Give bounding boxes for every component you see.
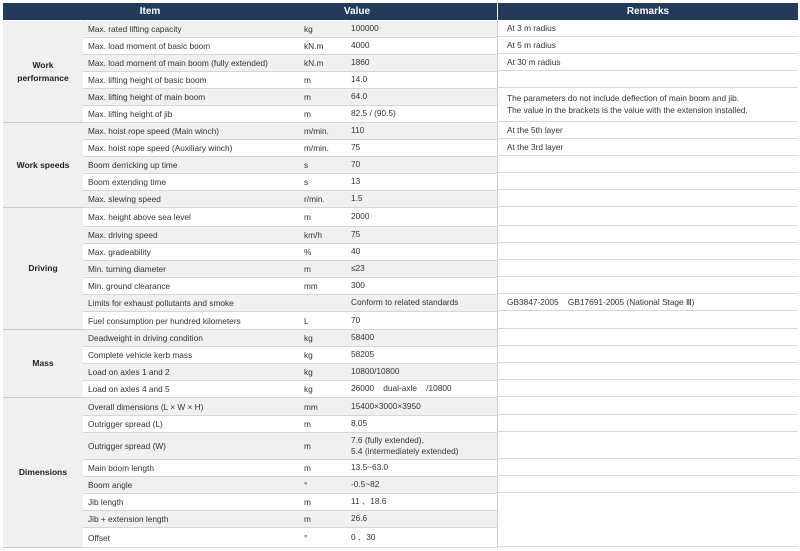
row-unit: km/h bbox=[304, 230, 322, 240]
row-value: 26000 dual-axle /10800 bbox=[351, 383, 452, 394]
row-name: Max. hoist rope speed (Auxiliary winch) bbox=[88, 143, 233, 153]
row-name: Min. turning diameter bbox=[88, 264, 166, 274]
row-value: ≤23 bbox=[351, 263, 365, 274]
row-unit: kg bbox=[304, 350, 313, 360]
remark-cell bbox=[498, 72, 798, 88]
table-row bbox=[83, 416, 497, 433]
table-row bbox=[83, 477, 497, 494]
remark-cell bbox=[498, 244, 798, 260]
table-row bbox=[83, 72, 497, 89]
table-row bbox=[83, 191, 497, 208]
row-name: Boom derricking up time bbox=[88, 160, 178, 170]
row-name: Max. driving speed bbox=[88, 230, 158, 240]
remark-cell bbox=[498, 191, 798, 207]
remark-cell: The parameters do not include deflection of main boom and jib. The value in the brackets is the value with the extension installed. bbox=[498, 89, 798, 122]
row-name: Jib + extension length bbox=[88, 514, 169, 524]
row-unit: s bbox=[304, 177, 309, 187]
row-name: Max. load moment of basic boom bbox=[88, 41, 211, 51]
category-label: Driving bbox=[28, 263, 58, 274]
row-value: 300 bbox=[351, 280, 365, 291]
row-unit: kg bbox=[304, 333, 313, 343]
table-row bbox=[83, 55, 497, 72]
row-unit: m bbox=[304, 92, 311, 102]
row-value: 1860 bbox=[351, 57, 370, 68]
remark-cell bbox=[498, 278, 798, 294]
row-unit: m bbox=[304, 441, 311, 451]
row-value: 40 bbox=[351, 246, 361, 257]
table-row bbox=[83, 295, 497, 312]
category-cell bbox=[3, 208, 83, 330]
row-value: 14.0 bbox=[351, 74, 368, 85]
row-value: 0 、30 bbox=[351, 531, 376, 542]
row-unit bbox=[304, 295, 344, 311]
header-value: Value bbox=[217, 3, 497, 20]
remark-cell bbox=[498, 381, 798, 397]
row-name: Max. lifting height of main boom bbox=[88, 92, 206, 102]
row-unit: m bbox=[304, 212, 311, 222]
table-row bbox=[83, 460, 497, 477]
header-remarks: Remarks bbox=[498, 3, 798, 20]
row-value: 13.5~63.0 bbox=[351, 462, 389, 473]
row-value: 4000 bbox=[351, 40, 370, 51]
row-unit: m bbox=[304, 264, 311, 274]
row-name: Load on axles 4 and 5 bbox=[88, 384, 170, 394]
row-value: 70 bbox=[351, 314, 361, 325]
row-name: Boom extending time bbox=[88, 177, 166, 187]
remark-cell bbox=[498, 157, 798, 173]
header-item: Item bbox=[83, 3, 217, 20]
row-name: Max. lifting height of jib bbox=[88, 109, 173, 119]
category-label: Work speeds bbox=[16, 159, 70, 170]
row-unit: kg bbox=[304, 367, 313, 377]
remark-cell: At the 3rd layer bbox=[498, 140, 798, 156]
table-row bbox=[83, 106, 497, 123]
remark-cell bbox=[498, 494, 798, 547]
header-spacer bbox=[3, 3, 83, 20]
row-value: 15400×3000×3950 bbox=[351, 400, 421, 411]
table-row bbox=[83, 511, 497, 528]
row-unit: mm bbox=[304, 281, 318, 291]
row-name: Complete vehicle kerb mass bbox=[88, 350, 193, 360]
row-value: 8.05 bbox=[351, 418, 368, 429]
row-value: 7.6 (fully extended), 5.4 (intermediately extended) bbox=[351, 434, 459, 456]
row-name: Max. height above sea level bbox=[88, 212, 191, 222]
row-name: Boom angle bbox=[88, 480, 133, 490]
row-name: Max. load moment of main boom (fully extended) bbox=[88, 58, 268, 68]
table-row bbox=[83, 347, 497, 364]
category-label: Dimensions bbox=[18, 467, 68, 478]
row-unit: ° bbox=[304, 532, 308, 543]
remark-cell: GB3847-2005 GB17691-2005 (National Stage Ⅲ) bbox=[498, 295, 798, 311]
table-row bbox=[83, 433, 497, 460]
remark-cell: At the 5th layer bbox=[498, 123, 798, 139]
row-value: 75 bbox=[351, 142, 361, 153]
category-cell bbox=[3, 398, 83, 548]
remark-cell: At 5 m radius bbox=[498, 38, 798, 54]
row-unit: m bbox=[304, 109, 311, 119]
row-unit: mm bbox=[304, 401, 318, 412]
category-cell bbox=[3, 123, 83, 208]
row-name: Max. slewing speed bbox=[88, 194, 161, 204]
table-row bbox=[83, 123, 497, 140]
table-row bbox=[83, 140, 497, 157]
row-name: Fuel consumption per hundred kilometers bbox=[88, 315, 241, 326]
table-row bbox=[83, 244, 497, 261]
row-unit: s bbox=[304, 160, 309, 170]
row-unit: r/min. bbox=[304, 194, 325, 204]
row-unit: m bbox=[304, 497, 311, 507]
row-unit: kN.m bbox=[304, 58, 324, 68]
category-cell bbox=[3, 21, 83, 123]
table-row bbox=[83, 364, 497, 381]
row-unit: kN.m bbox=[304, 41, 324, 51]
row-unit: m bbox=[304, 419, 311, 429]
row-value: 110 bbox=[351, 125, 365, 136]
row-unit: m bbox=[304, 514, 311, 524]
row-value: Conform to related standards bbox=[351, 297, 459, 308]
table-row bbox=[83, 89, 497, 106]
row-value: 75 bbox=[351, 229, 361, 240]
table-row bbox=[83, 312, 497, 330]
remark-cell bbox=[498, 227, 798, 243]
row-value: 58400 bbox=[351, 332, 375, 343]
table-row bbox=[83, 157, 497, 174]
row-value: 82.5 / (90.5) bbox=[351, 108, 396, 119]
row-value: 64.0 bbox=[351, 91, 368, 102]
table-row bbox=[83, 227, 497, 244]
row-name: Main boom length bbox=[88, 463, 154, 473]
row-name: Load on axles 1 and 2 bbox=[88, 367, 170, 377]
row-name: Max. gradeability bbox=[88, 247, 151, 257]
table-row bbox=[83, 208, 497, 227]
row-value: -0.5~82 bbox=[351, 479, 380, 490]
table-row bbox=[83, 21, 497, 38]
row-value: 10800/10800 bbox=[351, 366, 400, 377]
row-name: Overall dimensions (L × W × H) bbox=[88, 401, 204, 412]
remark-cell bbox=[498, 433, 798, 459]
table-row bbox=[83, 494, 497, 511]
row-unit: ° bbox=[304, 480, 308, 490]
category-label: Work performance bbox=[17, 59, 69, 83]
row-unit: m bbox=[304, 463, 311, 473]
row-value: 1.5 bbox=[351, 193, 363, 204]
row-unit: m/min. bbox=[304, 143, 329, 153]
row-value: 26.6 bbox=[351, 513, 368, 524]
row-name: Limits for exhaust pollutants and smoke bbox=[88, 298, 234, 308]
row-unit: kg bbox=[304, 384, 313, 394]
remark-cell bbox=[498, 460, 798, 476]
remark-cell bbox=[498, 208, 798, 226]
table-row bbox=[83, 38, 497, 55]
remark-cell: At 30 m radius bbox=[498, 55, 798, 71]
table-row bbox=[83, 278, 497, 295]
remark-cell bbox=[498, 398, 798, 415]
row-name: Max. hoist rope speed (Main winch) bbox=[88, 126, 219, 136]
row-value: 58205 bbox=[351, 349, 375, 360]
row-name: Deadweight in driving condition bbox=[88, 333, 203, 343]
table-row bbox=[83, 330, 497, 347]
remark-cell bbox=[498, 364, 798, 380]
table-row bbox=[83, 528, 497, 548]
row-value: 11 、18.6 bbox=[351, 496, 387, 507]
remark-cell bbox=[498, 174, 798, 190]
table-row bbox=[83, 174, 497, 191]
row-name: Outrigger spread (L) bbox=[88, 419, 163, 429]
table-row bbox=[83, 261, 497, 278]
category-cell bbox=[3, 330, 83, 398]
row-value: 2000 bbox=[351, 211, 370, 222]
remark-cell bbox=[498, 347, 798, 363]
remark-cell bbox=[498, 261, 798, 277]
row-name: Outrigger spread (W) bbox=[88, 441, 166, 451]
row-name: Min. ground clearance bbox=[88, 281, 171, 291]
remark-cell bbox=[498, 416, 798, 432]
row-value: 13 bbox=[351, 176, 361, 187]
row-value: 70 bbox=[351, 159, 361, 170]
row-unit: % bbox=[304, 247, 312, 257]
row-name: Jib length bbox=[88, 497, 124, 507]
row-name: Max. rated lifting capacity bbox=[88, 24, 182, 34]
row-unit: L bbox=[304, 315, 309, 326]
table-row bbox=[83, 381, 497, 398]
remark-cell bbox=[498, 330, 798, 346]
row-unit: m/min. bbox=[304, 126, 329, 136]
table-row bbox=[83, 398, 497, 416]
remark-cell bbox=[498, 312, 798, 329]
row-value: 100000 bbox=[351, 23, 379, 34]
row-name: Max. lifting height of basic boom bbox=[88, 75, 207, 85]
row-unit: m bbox=[304, 75, 311, 85]
category-label: Mass bbox=[32, 358, 54, 369]
remark-cell bbox=[498, 477, 798, 493]
remark-cell: At 3 m radius bbox=[498, 21, 798, 37]
row-unit: kg bbox=[304, 24, 313, 34]
row-name: Offset bbox=[88, 532, 110, 543]
